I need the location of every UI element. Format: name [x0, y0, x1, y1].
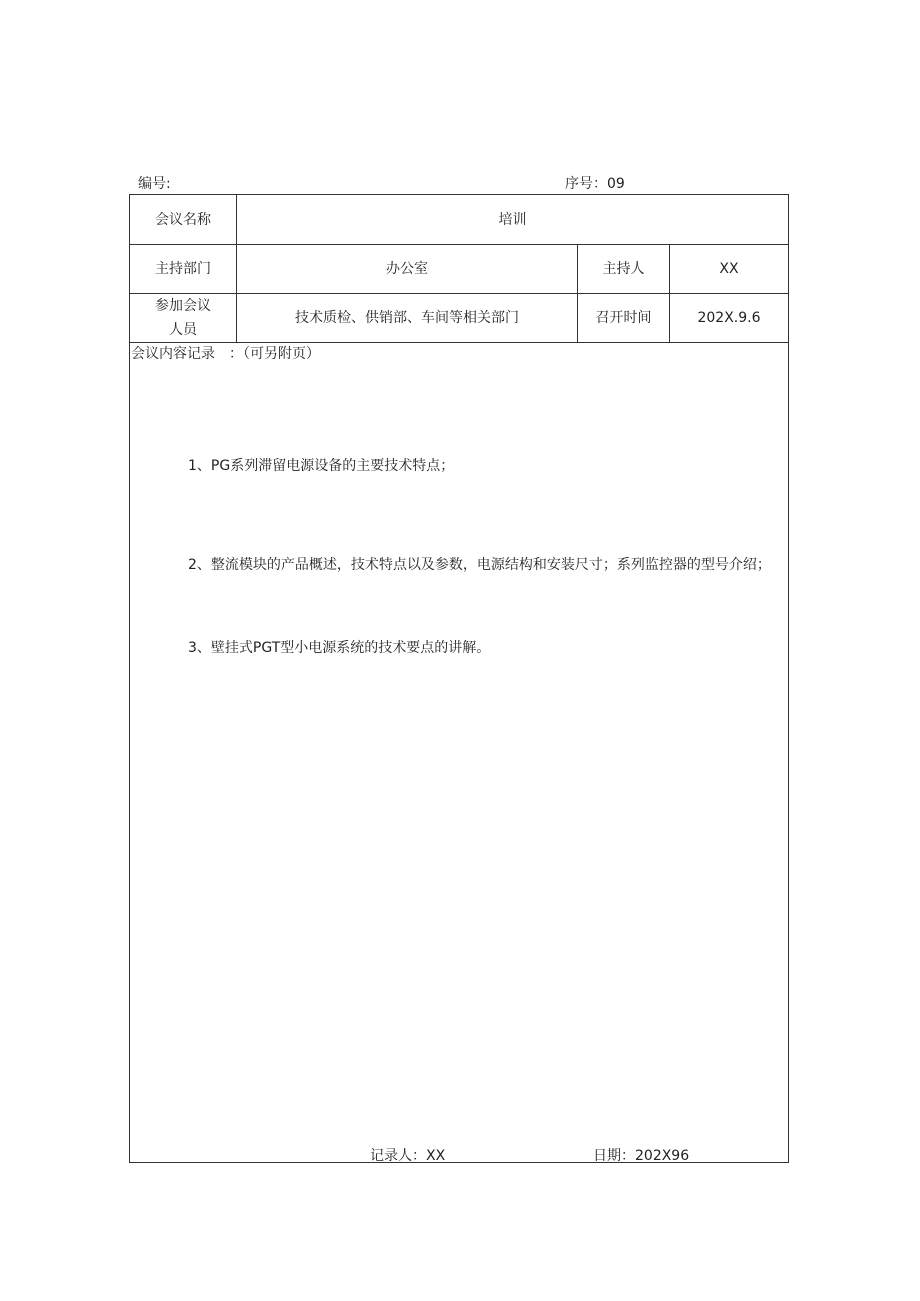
attendees-label-line2: 人员 — [169, 322, 197, 338]
meeting-time-value: 202X.9.6 — [697, 310, 761, 326]
meeting-record-form — [129, 194, 789, 1163]
serial-number-label: 编号: — [138, 176, 171, 192]
record-date-label: 日期：202X96 — [593, 1148, 690, 1164]
record-item: 1、PG系列滞留电源设备的主要技术特点； — [188, 458, 455, 474]
meeting-time-label: 召开时间 — [595, 310, 652, 326]
host-department-value: 办公室 — [386, 261, 428, 277]
attendees-label-line1: 参加会议 — [155, 298, 211, 314]
recorder-label: 记录人：XX — [370, 1148, 446, 1164]
meeting-name-label: 会议名称 — [155, 211, 211, 228]
host-label: 主持人 — [602, 261, 645, 277]
records-header: 会议内容记录 ：（可另附页） — [131, 346, 320, 362]
record-item: 2、整流模块的产品概述，技术特点以及参数，电源结构和安装尺寸；系列监控器的型号介绍； — [188, 557, 771, 573]
record-item: 3、壁挂式PGT型小电源系统的技术要点的讲解。 — [188, 640, 491, 656]
meeting-name-value: 培训 — [498, 211, 527, 228]
host-value: XX — [719, 261, 739, 277]
attendees-label — [130, 294, 236, 342]
attendees-value: 技术质检、供销部、车间等相关部门 — [295, 310, 519, 326]
sequence-number-label: 序号：09 — [565, 176, 625, 192]
host-department-label: 主持部门 — [155, 261, 211, 277]
